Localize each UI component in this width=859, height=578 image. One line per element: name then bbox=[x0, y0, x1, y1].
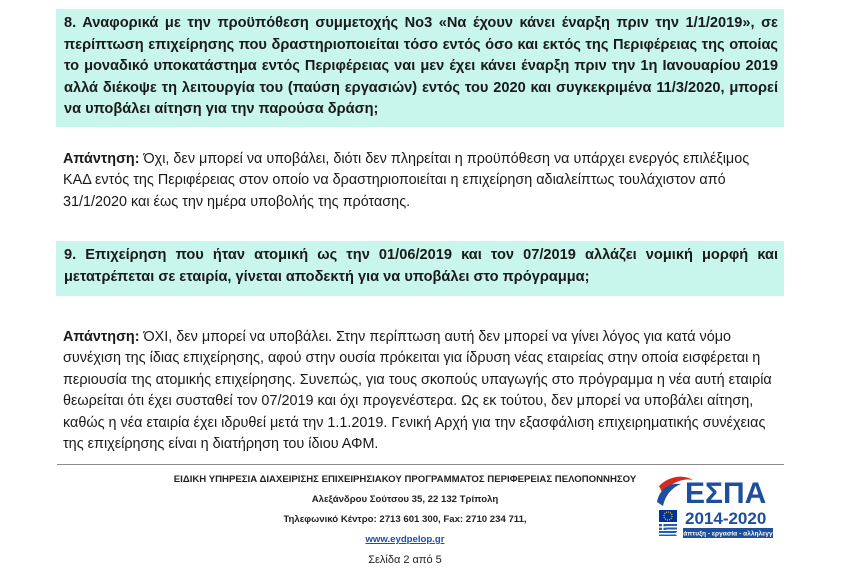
answer-8-label: Απάντηση: bbox=[63, 151, 140, 167]
answer-9-text: ΌΧΙ, δεν μπορεί να υποβάλει. Στην περίπτωση αυτή δεν μπορεί να γίνει λόγος για κατά νόμο συνέχιση της ίδιας επιχείρησης, αφού στην ουσία πρόκειται για ίδρυση νέας εταιρείας στην οποία εισφέρεται η περιουσία της ατομικής επιχείρησης. Συνεπώς, για τους σκοπούς υπαγωγής στο πρόγραμμα η νέα αυτή εταιρία θεωρείται ότι έχει συσταθεί τον 07/2019 και όχι προγενέστερα. Ως εκ τούτου, δεν μπορεί να υποβάλει αίτηση, καθώς η νέα εταιρία έχει ιδρυθεί μετά την 1.1.2019. Γενική Αρχή για την εξασφάλιση επιχειρηματικής συνέχειας της επιχείρησης είναι η διατήρηση του ίδιου ΑΦΜ. bbox=[63, 329, 772, 453]
footer bbox=[170, 470, 640, 570]
espa-wordmark: ΕΣΠΑ bbox=[685, 477, 767, 510]
answer-8 bbox=[63, 149, 775, 213]
question-9-text: 9. Επιχείρηση που ήταν ατομική ως την 01/06/2019 και τον 07/2019 αλλάζει νομική μορφή και μετατρέπεται σε εταιρία, γίνεται αποδεκτή για να υποβάλει στο πρόγραμμα; bbox=[64, 247, 778, 285]
eu-flag-icon bbox=[659, 510, 677, 522]
question-9-box bbox=[56, 241, 784, 296]
espa-logo-graphic bbox=[655, 472, 775, 542]
answer-9 bbox=[63, 327, 775, 455]
footer-address: Αλεξάνδρου Σούτσου 35, 22 132 Τρίπολη bbox=[311, 494, 499, 505]
answer-8-text: Όχι, δεν μπορεί να υποβάλει, διότι δεν πληρείται η προϋπόθεση να υπάρχει ενεργός επιλέξιμος ΚΑΔ εντός της Περιφέρειας στον οποίο να δραστηριοποιείται η επιχείρηση αδιαλείπτως τουλάχιστον από 31/1/2020 και έως την ημέρα υποβολής της πρότασης. bbox=[63, 151, 750, 210]
question-8-box bbox=[56, 9, 784, 127]
answer-9-label: Απάντηση: bbox=[63, 329, 140, 345]
question-8-text: 8. Αναφορικά με την προϋπόθεση συμμετοχής Νο3 «Να έχουν κάνει έναρξη πριν την 1/1/2019», σε περίπτωση επιχείρησης που δραστηριοποιείται τόσο εντός όσο και εκτός της Περιφέρειας της οποίας το μοναδικό υποκατάστημα εντός Περιφέρειας ναι μεν έχει κάνει έναρξη πριν την 1η Ιανουαρίου 2019 αλλά διέκοψε τη λειτουργία του (παύση εργασιών) εντός του 2020 και συγκεκριμένα 11/3/2020, μπορεί να υποβάλει αίτηση για την παρούσα δράση; bbox=[64, 15, 778, 117]
footer-phone: Τηλεφωνικό Κέντρο: 2713 601 300, Fax: 2710 234 711, bbox=[283, 514, 527, 525]
footer-website-link[interactable]: www.eydpelop.gr bbox=[365, 534, 445, 545]
espa-logo bbox=[655, 472, 775, 542]
espa-tagline: ανάπτυξη - εργασία - αλληλεγγύη bbox=[675, 530, 775, 538]
footer-divider bbox=[57, 464, 784, 465]
espa-years: 2014-2020 bbox=[685, 509, 767, 528]
footer-agency: ΕΙΔΙΚΗ ΥΠΗΡΕΣΙΑ ΔΙΑΧΕΙΡΙΣΗΣ ΕΠΙΧΕΙΡΗΣΙΑΚΟΥ ΠΡΟΓΡΑΜΜΑΤΟΣ ΠΕΡΙΦΕΡΕΙΑΣ ΠΕΛΟΠΟΝΝΗΣΟΥ bbox=[173, 474, 637, 485]
footer-page-number: Σελίδα 2 από 5 bbox=[368, 554, 442, 566]
